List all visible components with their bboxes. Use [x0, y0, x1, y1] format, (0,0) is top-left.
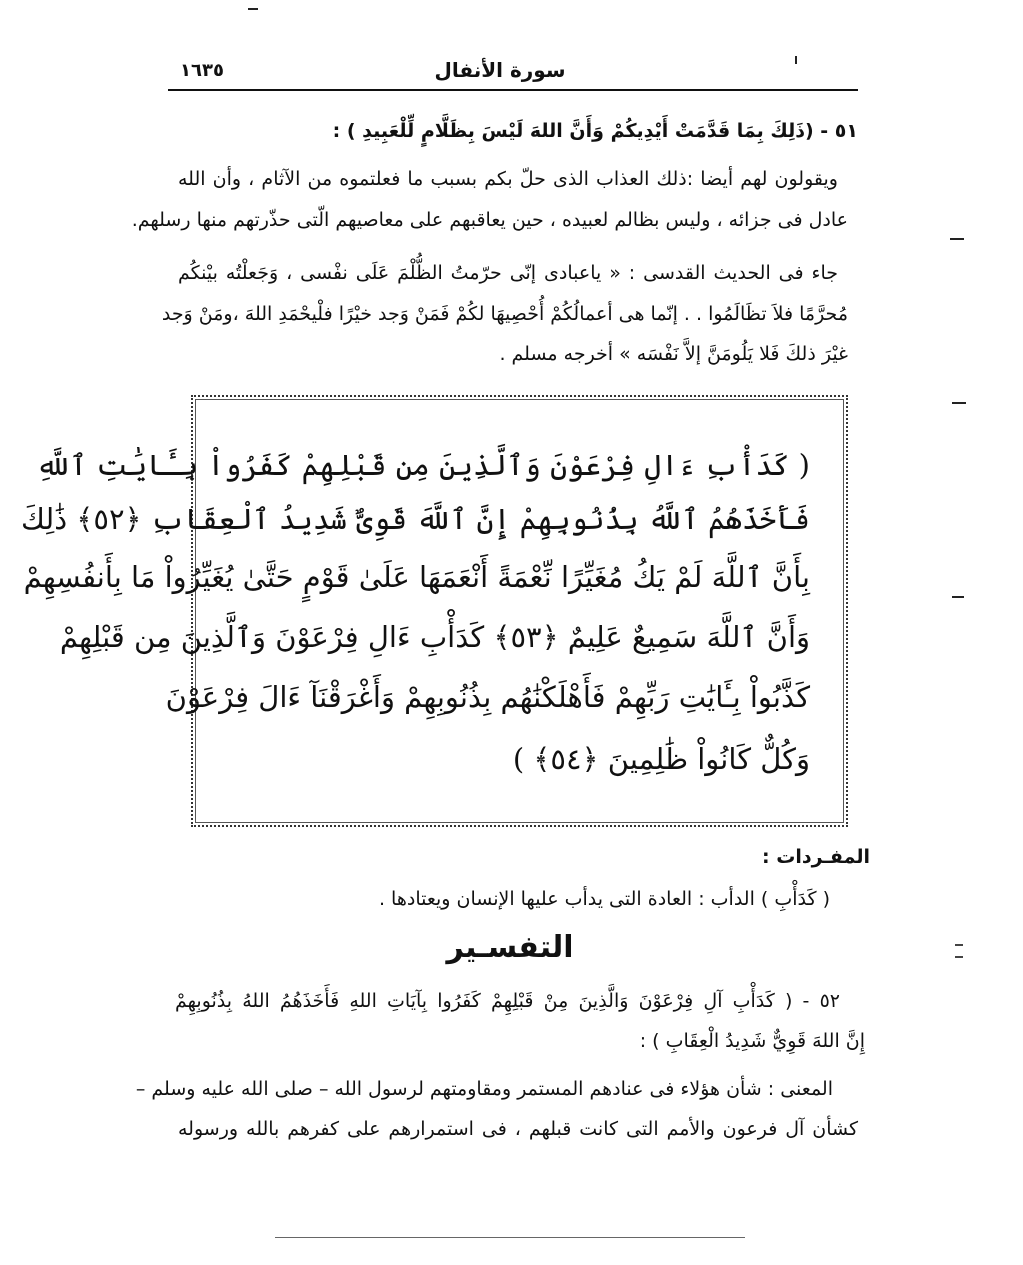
scan-mark-margin-1 — [950, 238, 964, 240]
scan-mark-margin-2 — [952, 402, 966, 404]
vocab-heading: المفـردات : — [762, 846, 870, 868]
hadith-line-3: غيْرَ ذلكَ فَلا يَلُومَنَّ إلاَّ نَفْسَه » أخرجه مسلم . — [499, 343, 848, 365]
verse-51-heading: ٥١ - (ذَلِكَ بِمَا قَدَّمَتْ أَيْدِيكُمْ وَأَنَّ اللهَ لَيْسَ بِظَلَّامٍ لِّلْعَبِيدِ ) : — [332, 120, 858, 142]
scan-mark-margin-3 — [952, 596, 964, 598]
explanation-line-1: ويقولون لهم أيضا :ذلك العذاب الذى حلّ بكم بسبب ما فعلتموه من الآثام ، وأن الله — [178, 168, 838, 190]
meaning-line-2: كشأن آل فرعون والأمم التى كانت قبلهم ، فى استمرارهم على كفرهم بالله ورسوله — [178, 1118, 858, 1140]
hadith-line-1: جاء فى الحديث القدسى : « ياعبادى إنّى حرّمتُ الظُّلْمَ عَلَى نفْسى ، وَجَعلْتُه بيْنكُم — [178, 262, 838, 284]
quran-line-6: وَكُلٌّ كَانُواْ ظَٰلِمِينَ ﴿٥٤﴾ ) — [512, 742, 810, 776]
quran-line-2: فَأَخَذَهُمُ ٱللَّهُ بِذُنُوبِهِمْ إِنَّ ٱللَّهَ قَوِىٌّ شَدِيدُ ٱلْعِقَابِ ﴿٥٢﴾ ذَٰلِكَ — [20, 502, 810, 536]
vocab-line: ( كَدَأْبِ ) الدأب : العادة التى يدأب عليها الإنسان ويعتادها . — [378, 888, 830, 910]
tafsir-title: التفسـير — [446, 930, 574, 965]
footer-rule — [275, 1237, 745, 1238]
quran-line-4: وَأَنَّ ٱللَّهَ سَمِيعٌ عَلِيمٌ ﴿٥٣﴾ كَدَأْبِ ءَالِ فِرْعَوْنَ وَٱلَّذِينَ مِن قَبْلِهِمْ — [59, 620, 810, 654]
quran-line-3: بِأَنَّ ٱللَّهَ لَمْ يَكُ مُغَيِّرًا نِّعْمَةً أَنْعَمَهَا عَلَىٰ قَوْمٍ حَتَّىٰ يُغَيِّرُواْ مَا بِأَنفُسِهِمْ — [23, 560, 810, 594]
scan-mark-top — [248, 8, 258, 10]
page-header-title: سورة الأنفال — [434, 58, 566, 82]
hadith-line-2: مُحرَّمًا فلاَ تظَالَمُوا . . إنّما هى أعمالُكُمْ أُحْصِيهَا لكُمْ فَمَنْ وَجد خيْرًا فلْيحْمَدِ اللهَ ،ومَنْ وَجد — [161, 303, 848, 325]
header-rule — [168, 89, 858, 91]
meaning-line-1: المعنى : شأن هؤلاء فى عنادهم المستمر ومقاومتهم لرسول الله – صلى الله عليه وسلم – — [135, 1078, 833, 1100]
page-number: ١٦٣٥ — [180, 60, 224, 81]
quran-line-1: ( كَدَأْبِ ءَالِ فِرْعَوْنَ وَٱلَّذِينَ مِن قَبْلِهِمْ كَفَرُواْ بِـَٔايَٰتِ ٱللَّهِ — [36, 448, 810, 482]
quran-line-5: كَذَّبُواْ بِـَٔايَٰتِ رَبِّهِمْ فَأَهْلَكْنَٰهُم بِذُنُوبِهِمْ وَأَغْرَقْنَآ ءَالَ فِرْعَوْنَ — [165, 680, 810, 714]
explanation-line-2: عادل فى جزائه ، وليس بظالم لعبيده ، حين يعاقبهم على معاصيهم الّتى حذّرتهم منها رسلهم. — [131, 209, 848, 231]
verse-52-line-1: ٥٢ - ( كَدَأْبِ آلِ فِرْعَوْنَ وَالَّذِينَ مِنْ قَبْلِهِمْ كَفَرُوا بِآيَاتِ اللهِ فَأَخَذَهُمُ اللهُ بِذُنُوبِهِمْ — [175, 990, 840, 1012]
scan-mark-margin-4 — [955, 944, 963, 958]
verse-52-line-2: إِنَّ اللهَ قَوِيٌّ شَدِيدُ الْعِقَابِ ) : — [639, 1030, 865, 1052]
scan-mark-corner — [795, 56, 797, 64]
